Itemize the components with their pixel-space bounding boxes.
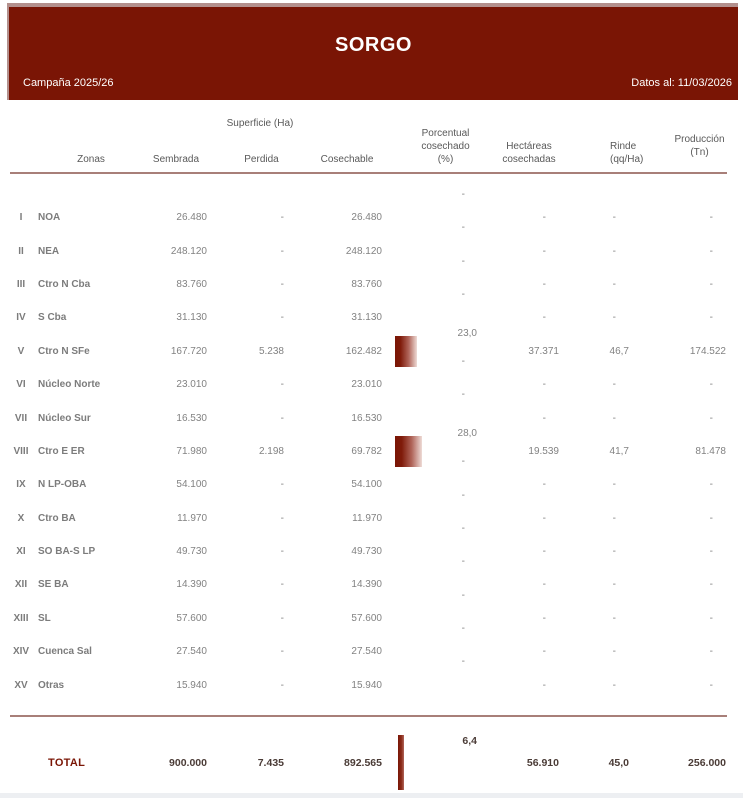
cosechable-value: 31.130 bbox=[351, 312, 382, 324]
produccion-value: - bbox=[709, 412, 713, 424]
zone-name: Núcleo Norte bbox=[38, 379, 101, 391]
pct-data-bar bbox=[395, 336, 417, 367]
cosechable-value: 54.100 bbox=[351, 479, 382, 491]
total-cosechable-value: 892.565 bbox=[344, 756, 382, 769]
table-row bbox=[10, 556, 727, 601]
perdida-value: - bbox=[280, 212, 284, 224]
cosechable-value: 248.120 bbox=[345, 245, 382, 257]
column-header-hectareas bbox=[478, 140, 560, 167]
column-header-porcentual bbox=[383, 127, 478, 167]
total-pct-data-bar bbox=[398, 735, 404, 790]
zone-name: NOA bbox=[38, 212, 61, 224]
pct-value: - bbox=[461, 456, 465, 468]
table-row bbox=[10, 189, 727, 234]
table-row bbox=[10, 623, 727, 668]
hectareas-value: - bbox=[542, 312, 546, 324]
sembrada-value: 49.730 bbox=[176, 546, 207, 558]
zone-number: IV bbox=[16, 312, 26, 324]
perdida-value: - bbox=[280, 278, 284, 290]
cosechable-value: 69.782 bbox=[351, 445, 382, 457]
table-row bbox=[10, 289, 727, 334]
zone-name: Ctro E ER bbox=[38, 445, 85, 457]
title-banner bbox=[7, 3, 738, 100]
zone-name: Ctro N SFe bbox=[38, 345, 90, 357]
cosechable-value: 11.970 bbox=[352, 512, 382, 524]
column-header-hectareas-line1: Hectáreas bbox=[506, 141, 552, 152]
header-separator-rule bbox=[10, 172, 727, 174]
sembrada-value: 167.720 bbox=[170, 345, 207, 357]
hectareas-value: 37.371 bbox=[528, 345, 559, 357]
data-date-label: Datos al: 11/03/2026 bbox=[631, 77, 732, 89]
zone-number: XI bbox=[16, 546, 26, 558]
perdida-value: 2.198 bbox=[258, 445, 284, 457]
cosechable-value: 23.010 bbox=[351, 379, 382, 391]
produccion-value: - bbox=[709, 512, 713, 524]
cosechable-value: 49.730 bbox=[351, 546, 382, 558]
total-separator-rule bbox=[10, 715, 727, 717]
perdida-value: - bbox=[280, 412, 284, 424]
rinde-value: - bbox=[612, 379, 616, 391]
table-row bbox=[10, 456, 727, 501]
table-row bbox=[10, 255, 727, 301]
zone-name: SE BA bbox=[38, 579, 69, 591]
column-header-rinde-line1: Rinde bbox=[610, 141, 637, 152]
pct-data-bar bbox=[395, 436, 422, 467]
hectareas-value: - bbox=[542, 679, 546, 691]
pct-value: - bbox=[461, 556, 465, 568]
rinde-value: - bbox=[612, 278, 616, 290]
perdida-value: - bbox=[280, 646, 284, 658]
sembrada-value: 27.540 bbox=[176, 646, 207, 658]
sembrada-value: 83.760 bbox=[176, 278, 207, 290]
cosechable-value: 16.530 bbox=[351, 412, 382, 424]
rinde-value: - bbox=[612, 679, 616, 691]
sembrada-value: 23.010 bbox=[176, 379, 207, 391]
pct-value: - bbox=[461, 656, 465, 668]
zone-number: XV bbox=[14, 679, 28, 691]
sembrada-value: 248.120 bbox=[170, 245, 207, 257]
pct-value: - bbox=[461, 189, 465, 200]
zone-number: VIII bbox=[13, 445, 29, 457]
total-perdida-value: 7.435 bbox=[257, 756, 284, 769]
perdida-value: - bbox=[280, 312, 284, 324]
produccion-value: - bbox=[709, 546, 713, 558]
produccion-value: - bbox=[709, 312, 713, 324]
table-column-headers bbox=[10, 115, 727, 167]
column-header-spacer bbox=[10, 166, 32, 167]
hectareas-value: - bbox=[542, 646, 546, 658]
rinde-value: - bbox=[612, 579, 616, 591]
produccion-value: - bbox=[709, 646, 713, 658]
zone-number: VI bbox=[16, 379, 26, 391]
pct-value: - bbox=[461, 522, 465, 534]
rinde-value: - bbox=[612, 412, 616, 424]
total-rinde-value: 45,0 bbox=[608, 756, 629, 769]
cosechable-value: 57.600 bbox=[351, 612, 382, 624]
zone-name: Otras bbox=[38, 679, 65, 691]
table-row bbox=[10, 656, 727, 701]
perdida-value: - bbox=[280, 679, 284, 691]
pct-value: - bbox=[461, 389, 465, 401]
hectareas-value: - bbox=[542, 546, 546, 558]
produccion-value: - bbox=[709, 679, 713, 691]
bottom-edge-strip bbox=[0, 793, 743, 798]
zone-number: IX bbox=[16, 479, 26, 491]
zone-number: X bbox=[17, 512, 25, 524]
sembrada-value: 11.970 bbox=[177, 512, 207, 524]
perdida-value: - bbox=[280, 612, 284, 624]
perdida-value: - bbox=[280, 379, 284, 391]
perdida-value: - bbox=[280, 479, 284, 491]
cosechable-value: 26.480 bbox=[351, 212, 382, 224]
zone-number: XIV bbox=[12, 646, 30, 658]
total-sembrada-value: 900.000 bbox=[169, 756, 207, 769]
total-row bbox=[10, 735, 727, 790]
column-header-hectareas-line2: cosechadas bbox=[502, 154, 556, 165]
total-label: TOTAL bbox=[48, 756, 86, 769]
column-header-produccion: Producción (Tn) bbox=[674, 134, 725, 158]
table-row bbox=[10, 222, 727, 267]
produccion-value: - bbox=[709, 212, 713, 224]
rinde-value: - bbox=[612, 312, 616, 324]
produccion-value: - bbox=[709, 579, 713, 591]
hectareas-value: - bbox=[542, 412, 546, 424]
produccion-value: - bbox=[709, 379, 713, 391]
hectareas-value: - bbox=[542, 512, 546, 524]
hectareas-value: - bbox=[542, 479, 546, 491]
pct-cell bbox=[383, 656, 478, 701]
hectareas-value: - bbox=[542, 245, 546, 257]
perdida-value: - bbox=[280, 579, 284, 591]
zone-number: VII bbox=[14, 412, 28, 424]
column-header-sembrada: Sembrada bbox=[152, 154, 200, 165]
produccion-value: 174.522 bbox=[689, 345, 726, 357]
pct-value: - bbox=[461, 289, 465, 301]
column-header-porcentual-line2: cosechado (%) bbox=[421, 141, 470, 165]
rinde-value: - bbox=[612, 612, 616, 624]
column-header-zonas: Zonas bbox=[77, 154, 105, 165]
hectareas-value: - bbox=[542, 612, 546, 624]
cosechable-value: 14.390 bbox=[351, 579, 382, 591]
rinde-value: - bbox=[612, 646, 616, 658]
rinde-value: 41,7 bbox=[609, 445, 629, 457]
sembrada-value: 57.600 bbox=[176, 612, 207, 624]
rinde-value: - bbox=[612, 212, 616, 224]
pct-value: - bbox=[461, 222, 465, 234]
table-row bbox=[10, 427, 727, 468]
column-header-rinde-line2: (qq/Ha) bbox=[610, 154, 644, 165]
table-row bbox=[10, 589, 727, 635]
hectareas-value: - bbox=[542, 379, 546, 391]
zone-number: V bbox=[17, 345, 25, 357]
hectareas-value: - bbox=[542, 212, 546, 224]
cosechable-value: 83.760 bbox=[351, 278, 382, 290]
sembrada-value: 71.980 bbox=[176, 445, 207, 457]
produccion-value: - bbox=[709, 245, 713, 257]
zone-number: XII bbox=[14, 579, 28, 591]
perdida-value: - bbox=[280, 546, 284, 558]
table-row bbox=[10, 522, 727, 568]
perdida-value: - bbox=[280, 245, 284, 257]
hectareas-value: 19.539 bbox=[528, 445, 559, 457]
pct-value: - bbox=[461, 489, 465, 501]
zone-name: SO BA-S LP bbox=[38, 546, 96, 558]
campaign-label: Campaña 2025/26 bbox=[23, 77, 114, 89]
hectareas-value: - bbox=[542, 579, 546, 591]
pct-value: - bbox=[461, 255, 465, 267]
column-group-superficie: Superficie (Ha) bbox=[226, 118, 294, 129]
perdida-value: - bbox=[280, 512, 284, 524]
table-row bbox=[10, 389, 727, 434]
zone-number: III bbox=[16, 278, 26, 290]
zone-name: Cuenca Sal bbox=[38, 646, 92, 658]
produccion-value: - bbox=[709, 479, 713, 491]
zone-number: I bbox=[19, 212, 23, 224]
zone-name: NEA bbox=[38, 245, 60, 257]
table-row bbox=[10, 355, 727, 401]
pct-value: - bbox=[461, 623, 465, 635]
zone-name: S Cba bbox=[38, 312, 67, 324]
table-body bbox=[10, 189, 727, 702]
zone-name: N LP-OBA bbox=[38, 479, 87, 491]
cosechable-value: 27.540 bbox=[351, 646, 382, 658]
produccion-value: 81.478 bbox=[695, 445, 726, 457]
zone-number: XIII bbox=[13, 612, 29, 624]
rinde-value: - bbox=[612, 546, 616, 558]
zone-name: Núcleo Sur bbox=[38, 412, 91, 424]
sembrada-value: 16.530 bbox=[176, 412, 207, 424]
produccion-value: - bbox=[709, 612, 713, 624]
report-title: SORGO bbox=[335, 34, 412, 56]
pct-value: - bbox=[461, 589, 465, 601]
zone-name: Ctro N Cba bbox=[38, 278, 91, 290]
rinde-value: - bbox=[612, 512, 616, 524]
cosechable-value: 15.940 bbox=[351, 679, 382, 691]
column-header-porcentual-line1: Porcentual bbox=[421, 128, 470, 139]
table-row bbox=[10, 327, 727, 368]
cosechable-value: 162.482 bbox=[345, 345, 382, 357]
pct-value: - bbox=[461, 355, 465, 367]
zone-number: II bbox=[18, 245, 24, 257]
rinde-value: - bbox=[612, 479, 616, 491]
sembrada-value: 15.940 bbox=[176, 679, 207, 691]
rinde-value: 46,7 bbox=[609, 345, 629, 357]
total-produccion-value: 256.000 bbox=[688, 756, 726, 769]
sembrada-value: 31.130 bbox=[176, 312, 207, 324]
zone-name: SL bbox=[38, 612, 51, 624]
table-row bbox=[10, 489, 727, 535]
column-header-perdida: Perdida bbox=[244, 154, 279, 165]
total-hectareas-value: 56.910 bbox=[526, 756, 559, 769]
sembrada-value: 14.390 bbox=[176, 579, 207, 591]
sembrada-value: 54.100 bbox=[176, 479, 207, 491]
total-pct-cell bbox=[383, 735, 478, 790]
sembrada-value: 26.480 bbox=[176, 212, 207, 224]
zone-name: Ctro BA bbox=[38, 512, 76, 524]
rinde-value: - bbox=[612, 245, 616, 257]
pct-value: 28,0 bbox=[457, 427, 477, 439]
perdida-value: 5.238 bbox=[258, 345, 284, 357]
column-header-rinde bbox=[560, 140, 644, 167]
pct-value: 23,0 bbox=[457, 327, 477, 339]
hectareas-value: - bbox=[542, 278, 546, 290]
total-pct-value: 6,4 bbox=[462, 735, 477, 747]
column-header-cosechable: Cosechable bbox=[320, 154, 374, 165]
produccion-value: - bbox=[709, 278, 713, 290]
